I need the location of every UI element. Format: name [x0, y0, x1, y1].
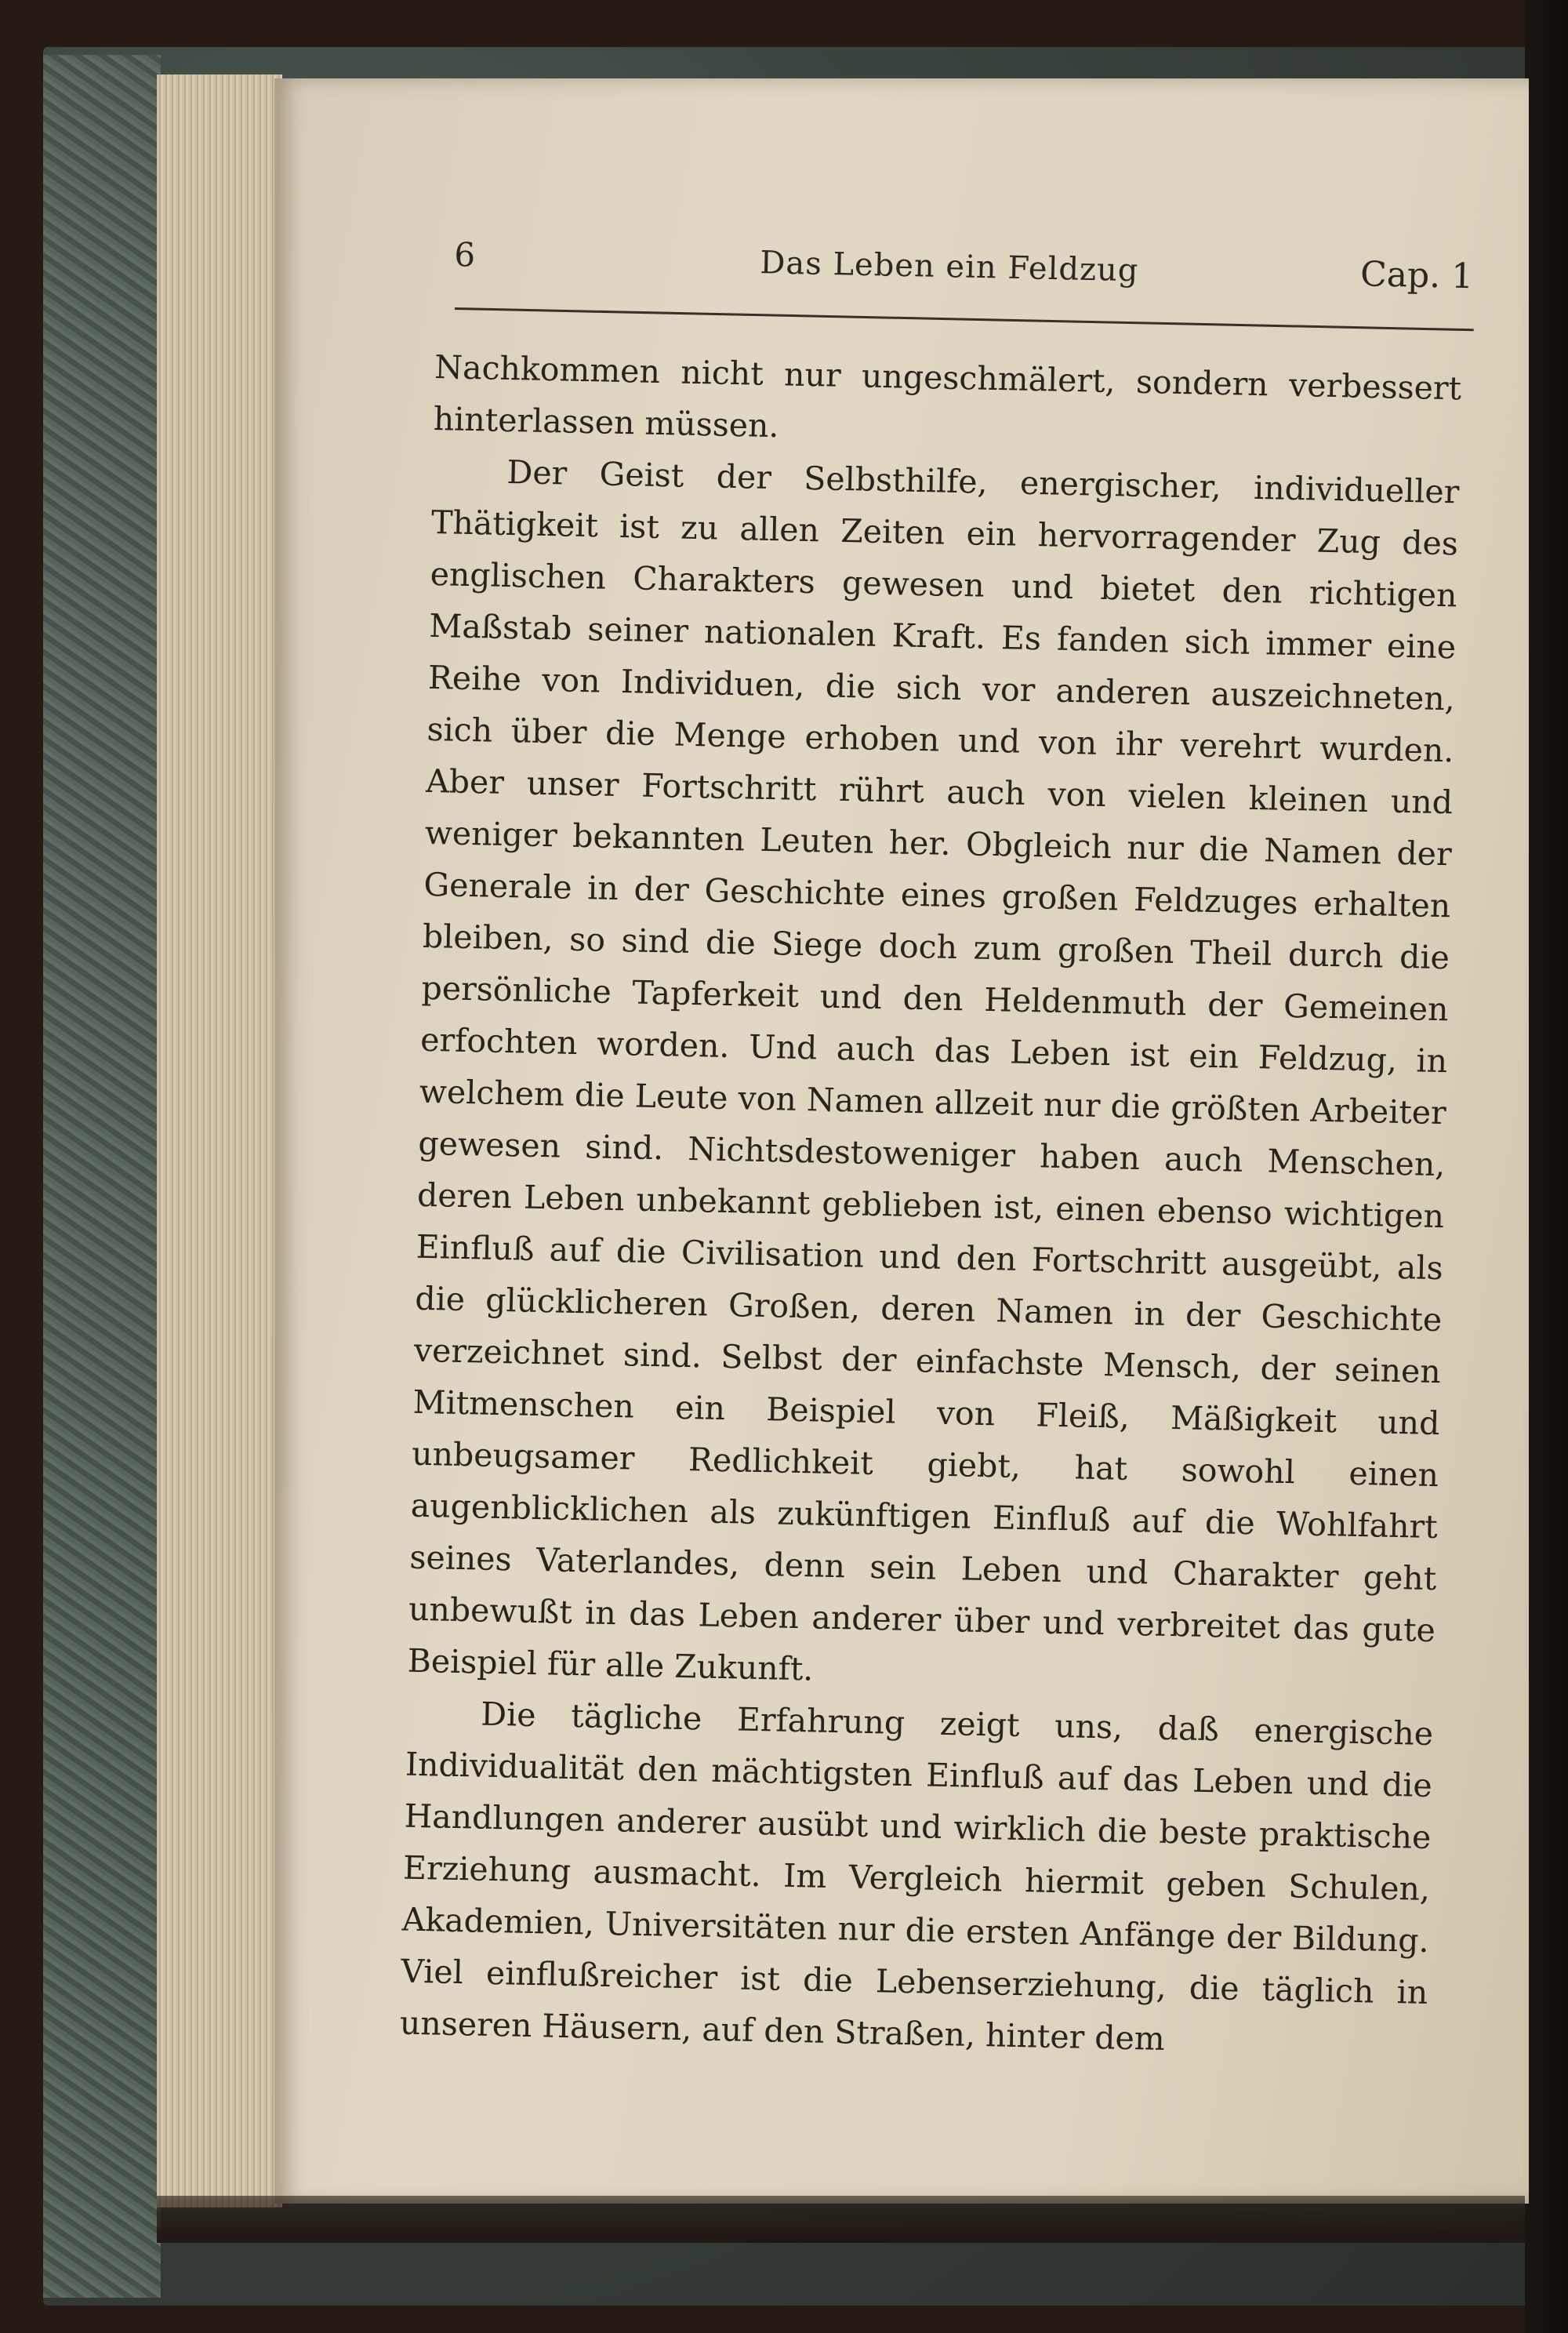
body-text [399, 341, 1461, 2070]
page-bottom-shadow [157, 2196, 1525, 2243]
marbled-cover-edge [43, 55, 161, 2298]
page-number: 6 [453, 235, 476, 274]
paragraph-3: Die tägliche Erfahrung zeigt uns, daß energische Individualität den mächtigsten Einfluß auf das Leben und die Handlungen anderer ausübt und wirklich die beste praktische Erziehung ausmacht. Im Vergleich hiermit geben Schulen, Akademien, Universitäten nur die ersten Anfänge der Bildung. Viel einflußreicher ist die Lebenserziehung, die täglich in unseren Häusern, auf den Straßen, hinter dem [399, 1695, 1434, 2058]
page-block-edges [157, 74, 282, 2208]
chapter-label: Cap. 1 [1359, 254, 1474, 297]
paragraph-2: Der Geist der Selbsthilfe, energischer, individueller Thätigkeit ist zu allen Zeiten ein hervorragender Zug des englischen Charakters gewesen und bietet den richtigen Maßstab seiner nationalen Kraft. Es fanden sich immer eine Reihe von Individuen, die sich vor anderen auszeichneten, sich über die Menge erhoben und von ihr verehrt wurden. Aber unser Fortschritt rührt auch von vielen kleinen und weniger bekannten Leuten her. Obgleich nur die Namen der Generale in der Geschichte eines großen Feldzuges erhalten bleiben, so sind die Siege doch zum großen Theil durch die persönliche Tapferkeit und den Heldenmuth der Gemeinen erfochten worden. Und auch das Leben ist ein Feldzug, in welchem die Leute von Namen allzeit nur die größten Arbeiter gewesen sind. Nichtsdestoweniger haben auch Menschen, deren Leben unbekannt geblieben ist, einen ebenso wichtigen Einfluß auf die Civilisation und den Fortschritt ausgeübt, als die glücklicheren Großen, deren Namen in der Geschichte verzeichnet sind. Selbst der einfachste Mensch, der seinen Mitmenschen ein Beispiel von Fleiß, Mäßigkeit und unbeugsamer Redlichkeit giebt, hat sowohl einen augenblicklichen als zukünftigen Einfluß auf die Wohlfahrt seines Vaterlandes, denn sein Leben und Charakter geht unbewußt in das Leben anderer über und verbreitet das gute Beispiel für alle Zukunft. [407, 452, 1460, 1688]
running-title: Das Leben ein Feldzug [759, 245, 1139, 289]
background-dark-edge [1525, 0, 1568, 2333]
paragraph-1: Nachkommen nicht nur ungeschmälert, sondern verbessert hinterlassen müssen. [433, 347, 1462, 445]
